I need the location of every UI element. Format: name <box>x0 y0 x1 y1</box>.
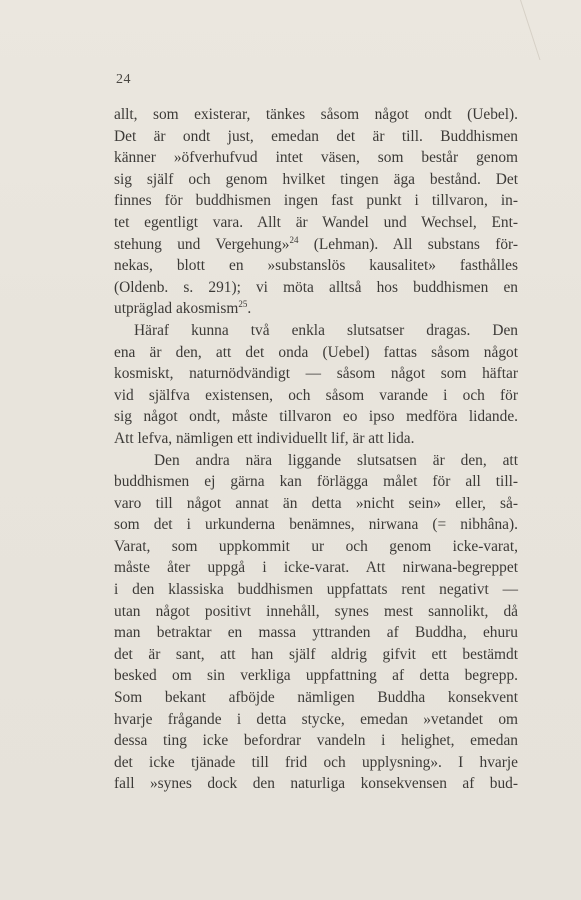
text-line <box>114 298 518 320</box>
text-line <box>114 644 518 666</box>
text-line-content: buddhismen ej gärna kan förlägga målet för all till- <box>114 473 518 491</box>
text-line <box>114 255 518 277</box>
text-line-content: sig själf och genom hvilket tingen äga bestånd. Det <box>114 170 518 188</box>
text-line <box>114 385 518 407</box>
text-line-content: allt, som existerar, tänkes såsom något ondt (Uebel). <box>114 106 518 123</box>
text-line-content: varo till något annat än detta »nicht sein» eller, så- <box>114 494 518 512</box>
body-text <box>114 104 518 795</box>
text-line-content: hvarje frågande i detta stycke, emedan »vetandet om <box>114 710 518 728</box>
text-line-content: det icke tjänade till frid och upplysning». I hvarje <box>114 753 518 771</box>
text-line <box>114 471 518 493</box>
footnote-ref: 25 <box>238 299 248 310</box>
text-line-content: dessa ting icke befordrar vandeln i helighet, emedan <box>114 732 518 750</box>
text-line <box>114 601 518 623</box>
text-line <box>114 169 518 191</box>
text-line-content: tet egentligt vara. Allt är Wandel und Wechsel, Ent- <box>114 213 518 231</box>
text-line <box>114 406 518 428</box>
text-line <box>114 277 518 299</box>
text-line-content: finnes för buddhismen ingen fast punkt i tillvaron, in- <box>114 192 518 210</box>
text-line <box>114 147 518 169</box>
text-line-content: nekas, blott en »substanslös kausalitet» fasthålles <box>114 257 518 275</box>
text-line-content: Varat, som uppkommit ur och genom icke-varat, <box>114 537 518 555</box>
footnote-ref: 24 <box>289 234 299 245</box>
text-line <box>114 665 518 687</box>
text-line-content: sig något ondt, måste tillvaron eo ipso medföra lidande. <box>114 408 518 426</box>
page-number: 24 <box>116 72 131 87</box>
text-line-content: utpräglad akosmism <box>114 300 239 318</box>
text-line <box>114 342 518 364</box>
text-line-content: fall »synes dock den naturliga konsekvensen af bud- <box>114 775 518 793</box>
text-line <box>114 104 518 126</box>
text-line <box>114 752 518 774</box>
text-line <box>114 450 518 472</box>
page-corner-fold <box>520 0 581 60</box>
text-line-content: känner »öfverhufvud intet väsen, som består genom <box>114 149 518 167</box>
text-line <box>114 687 518 709</box>
text-line-content: kosmiskt, naturnödvändigt — såsom något som häftar <box>114 365 518 383</box>
text-line <box>114 190 518 212</box>
text-line <box>114 557 518 579</box>
text-line-content: vid själfva existensen, och såsom varande i och för <box>114 386 518 404</box>
text-line-content: besked om sin verkliga uppfattning af detta begrepp. <box>114 667 518 685</box>
text-line-content: det är sant, att han själf aldrig gifvit ett bestämdt <box>114 645 518 663</box>
text-line <box>114 428 518 450</box>
text-line <box>114 773 518 795</box>
text-line <box>114 514 518 536</box>
text-line-content: Den andra nära liggande slutsatsen är den, att <box>154 451 518 469</box>
text-line-content: Att lefva, nämligen ett individuellt lif, är att lida. <box>114 429 415 447</box>
text-line-continuation: (Lehman). All substans för- <box>298 235 518 253</box>
text-line <box>114 536 518 558</box>
text-line <box>114 709 518 731</box>
text-line-content: stehung und Vergehung» <box>114 235 290 253</box>
text-line <box>114 320 518 342</box>
text-line-content: man betraktar en massa yttranden af Buddha, ehuru <box>114 624 518 642</box>
text-line-content: Som bekant afböjde nämligen Buddha konsekvent <box>114 689 518 707</box>
text-line-content: i den klassiska buddhismen uppfattats rent negativt — <box>114 581 518 599</box>
text-line-content: ena är den, att det onda (Uebel) fattas såsom något <box>114 343 518 361</box>
text-line <box>114 234 518 256</box>
text-line-content: utan något positivt innehåll, synes mest sannolikt, då <box>114 602 518 620</box>
text-line-content: Det är ondt just, emedan det är till. Buddhismen <box>114 127 518 145</box>
text-line-content: som det i urkunderna benämnes, nirwana (= nibhâna). <box>114 516 518 534</box>
text-line <box>114 493 518 515</box>
text-line <box>114 579 518 601</box>
text-line <box>114 622 518 644</box>
text-line <box>114 212 518 234</box>
text-line-content: måste åter uppgå i icke-varat. Att nirwana-begreppet <box>114 559 518 577</box>
text-line-content: Häraf kunna två enkla slutsatser dragas. Den <box>134 321 518 339</box>
text-line <box>114 126 518 148</box>
text-line-continuation: . <box>247 300 252 318</box>
text-line <box>114 730 518 752</box>
text-line <box>114 363 518 385</box>
text-line-content: (Oldenb. s. 291); vi möta alltså hos buddhismen en <box>114 278 518 296</box>
